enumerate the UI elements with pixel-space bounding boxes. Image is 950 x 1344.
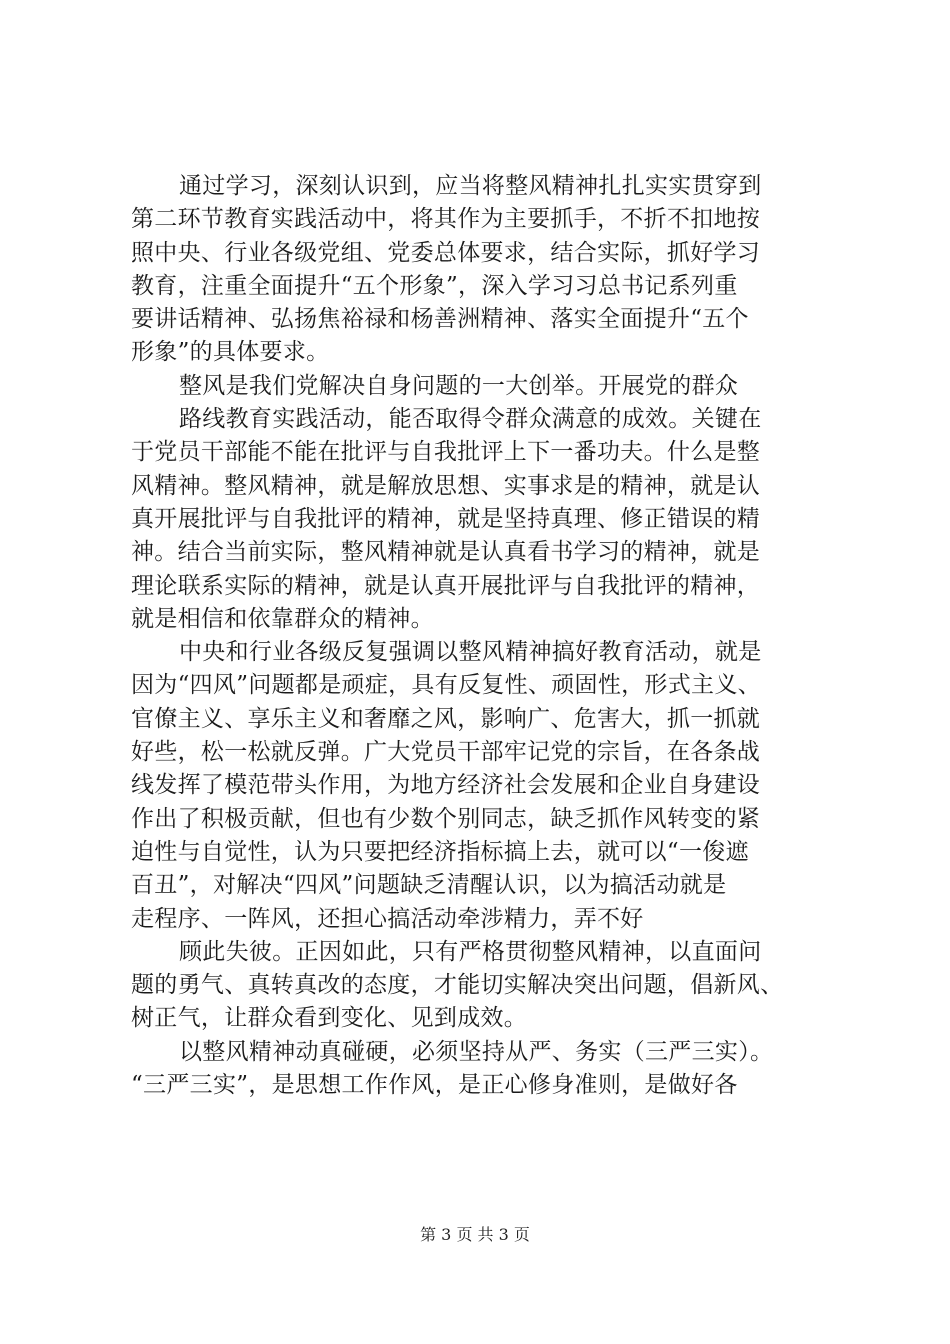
text-line: 理论联系实际的精神，就是认真开展批评与自我批评的精神，	[131, 572, 761, 599]
text-line: 线发挥了模范带头作用，为地方经济社会发展和企业自身建设	[131, 772, 761, 799]
text-line: 教育，注重全面提升“五个形象”，深入学习习总书记系列重	[131, 272, 738, 299]
text-line: 神。结合当前实际，整风精神就是认真看书学习的精神，就是	[131, 539, 761, 566]
text-line: 作出了积极贡献，但也有少数个别同志，缺乏抓作风转变的紧	[131, 805, 761, 832]
text-line: 中央和行业各级反复强调以整风精神搞好教育活动，就是	[179, 639, 762, 666]
text-line: 走程序、一阵风，还担心搞活动牵涉精力，弄不好	[131, 905, 644, 932]
text-line: 题的勇气、真转真改的态度，才能切实解决突出问题，倡新风、	[131, 972, 784, 999]
text-line: 整风是我们党解决自身问题的一大创举。开展党的群众	[179, 372, 739, 399]
text-line: 百丑”，对解决“四风”问题缺乏清醒认识，以为搞活动就是	[131, 872, 727, 899]
text-line: 于党员干部能不能在批评与自我批评上下一番功夫。什么是整	[131, 439, 761, 466]
text-line: 迫性与自觉性，认为只要把经济指标搞上去，就可以“一俊遮	[131, 838, 749, 865]
text-line: 树正气，让群众看到变化、见到成效。	[131, 1005, 528, 1032]
text-line: 顾此失彼。正因如此，只有严格贯彻整风精神，以直面问	[179, 938, 762, 965]
page-number-label: 第 3 页 共 3 页	[420, 1225, 530, 1244]
text-line: 路线教育实践活动，能否取得令群众满意的成效。关键在	[179, 406, 762, 433]
document-body	[131, 170, 837, 1102]
text-line: 照中央、行业各级党组、党委总体要求，结合实际，抓好学习	[131, 239, 761, 266]
text-line: 就是相信和依靠群众的精神。	[131, 605, 434, 632]
text-line: 第二环节教育实践活动中，将其作为主要抓手，不折不扣地按	[131, 206, 761, 233]
text-line: “三严三实”，是思想工作作风，是正心修身准则，是做好各	[131, 1072, 738, 1099]
text-line: 风精神。整风精神，就是解放思想、实事求是的精神，就是认	[131, 472, 761, 499]
text-line: 形象”的具体要求。	[131, 339, 330, 366]
text-line: 官僚主义、享乐主义和奢靡之风，影响广、危害大，抓一抓就	[131, 705, 761, 732]
text-line: 真开展批评与自我批评的精神，就是坚持真理、修正错误的精	[131, 505, 761, 532]
text-line: 好些，松一松就反弹。广大党员干部牢记党的宗旨，在各条战	[131, 739, 761, 766]
text-line: 因为“四风”问题都是顽症，具有反复性、顽固性，形式主义、	[131, 672, 761, 699]
page-footer	[0, 1222, 950, 1245]
text-line: 通过学习，深刻认识到，应当将整风精神扎扎实实贯穿到	[179, 173, 762, 199]
text-line: 要讲话精神、弘扬焦裕禄和杨善洲精神、落实全面提升“五个	[131, 306, 749, 333]
text-line: 以整风精神动真碰硬，必须坚持从严、务实（三严三实）。	[179, 1038, 774, 1065]
